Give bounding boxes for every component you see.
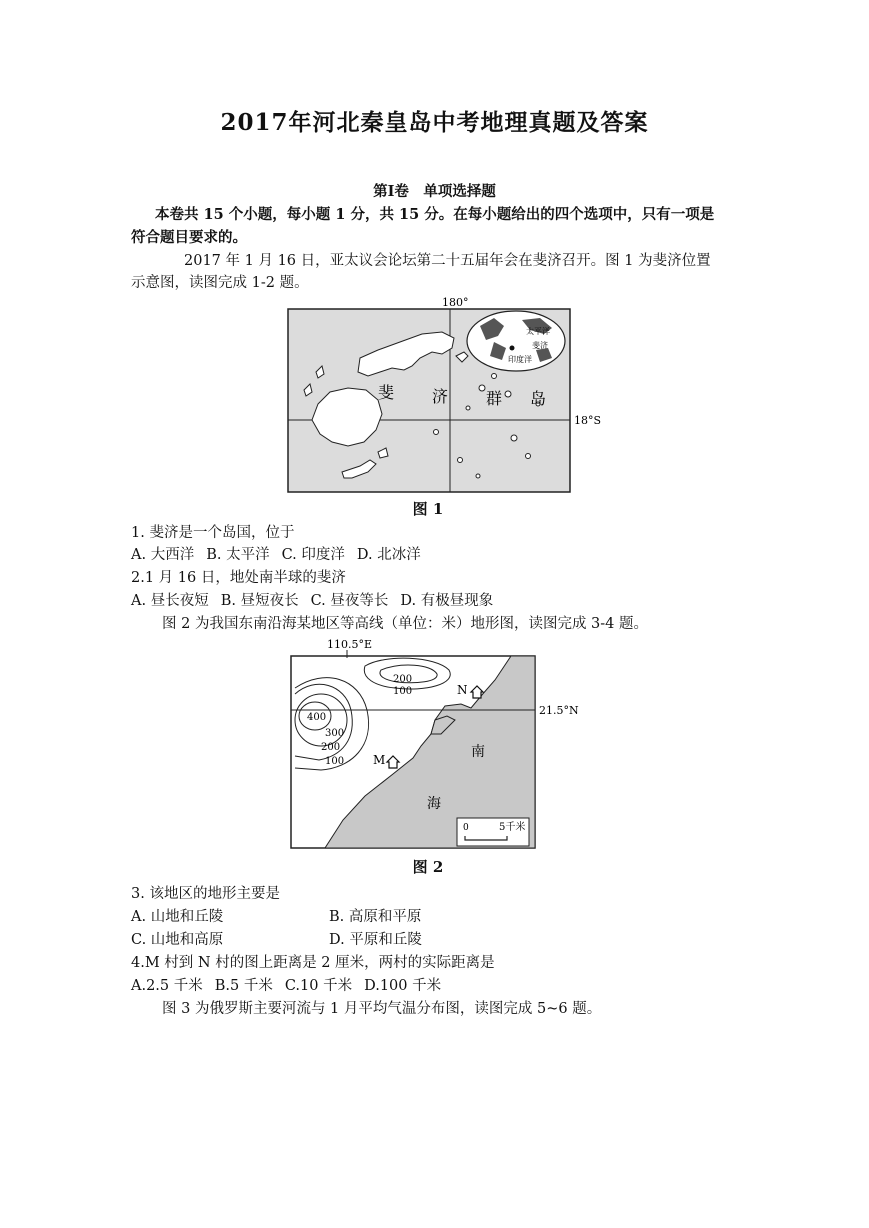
inset-pacific-label: 太平洋 [526,327,550,336]
q4-option-a: A.2.5 千米 [131,978,203,994]
scale-zero-label: 0 [463,823,469,833]
q3-option-c: C. 山地和高原 [131,932,224,948]
contour-label-100-north: 100 [393,686,413,697]
fig1-inset-globe [467,311,565,371]
fig1-label-char-1: 斐 [378,383,395,402]
fig1-latitude-label: 18°S [574,414,602,427]
inset-indian-ocean-label: 印度洋 [508,355,532,364]
intro-1-line-1: 2017 年 1 月 16 日，亚太议会论坛第二十五届年会在斐济召开。图 1 为斐济位置 [184,253,711,269]
q1-option-b: B. 太平洋 [206,547,270,563]
intro-1-line-2: 示意图，读图完成 1-2 题。 [131,275,309,291]
intro-3-line-1: 图 3 为俄罗斯主要河流与 1 月平均气温分布图，读图完成 5~6 题。 [162,1001,602,1017]
village-n-label: N [457,683,468,697]
q2-option-b: B. 昼短夜长 [220,593,299,609]
instructions-line-2: 符合题目要求的。 [131,229,247,246]
section-heading: 第Ⅰ卷 单项选择题 [373,183,496,200]
q4-stem: 4.M 村到 N 村的图上距离是 2 厘米，两村的实际距离是 [131,955,495,971]
contour-label-400: 400 [307,712,327,723]
q4-option-d: D.100 千米 [364,978,442,994]
q1-options [131,545,421,565]
figure-1-caption: 图 1 [412,500,444,518]
instructions-line-1: 本卷共 15 个小题，每小题 1 分，共 15 分。在每小题给出的四个选项中，只有一项是 [155,206,715,223]
fig1-label-char-4: 岛 [530,389,547,408]
q1-option-c: C. 印度洋 [281,547,345,563]
q3-option-b: B. 高原和平原 [329,909,422,925]
q4-option-b: B.5 千米 [214,978,273,994]
fig1-longitude-label: 180° [442,296,469,309]
fig2-longitude-label: 110.5°E [327,638,373,651]
fig2-latitude-label: 21.5°N [539,704,579,717]
q2-option-a: A. 昼长夜短 [131,593,209,609]
contour-label-200-west: 200 [321,742,341,753]
q3-stem: 3. 该地区的地形主要是 [131,886,280,902]
q3-option-d: D. 平原和丘陵 [329,932,422,948]
page-title: 2017年河北秦皇岛中考地理真题及答案 [220,109,649,136]
figure-1-fiji-map [282,296,612,496]
figure-2-caption: 图 2 [412,858,444,876]
q3-option-a: A. 山地和丘陵 [131,909,224,925]
q1-option-a: A. 大西洋 [131,547,195,563]
q2-options [131,591,493,611]
q1-option-d: D. 北冰洋 [356,547,421,563]
contour-label-200-north: 200 [393,674,413,685]
sea-label-char-1: 南 [471,744,485,760]
contour-label-100-west: 100 [325,756,345,767]
inset-fiji-label: 斐济 [532,341,548,350]
q1-stem: 1. 斐济是一个岛国，位于 [131,525,295,541]
intro-2-line-1: 图 2 为我国东南沿海某地区等高线（单位：米）地形图，读图完成 3-4 题。 [162,616,649,632]
q2-option-d: D. 有极昼现象 [400,593,494,609]
fig1-label-char-2: 济 [432,387,449,406]
q2-option-c: C. 昼夜等长 [310,593,389,609]
q2-stem: 2.1 月 16 日，地处南半球的斐济 [131,570,346,586]
scale-distance-label: 5千米 [499,822,526,833]
q4-options [131,976,441,996]
fig1-label-char-3: 群 [486,389,503,408]
figure-2-contour-map [285,636,585,856]
contour-label-300: 300 [325,728,345,739]
village-m-label: M [373,753,386,767]
sea-label-char-2: 海 [427,796,441,812]
q4-option-c: C.10 千米 [284,978,353,994]
